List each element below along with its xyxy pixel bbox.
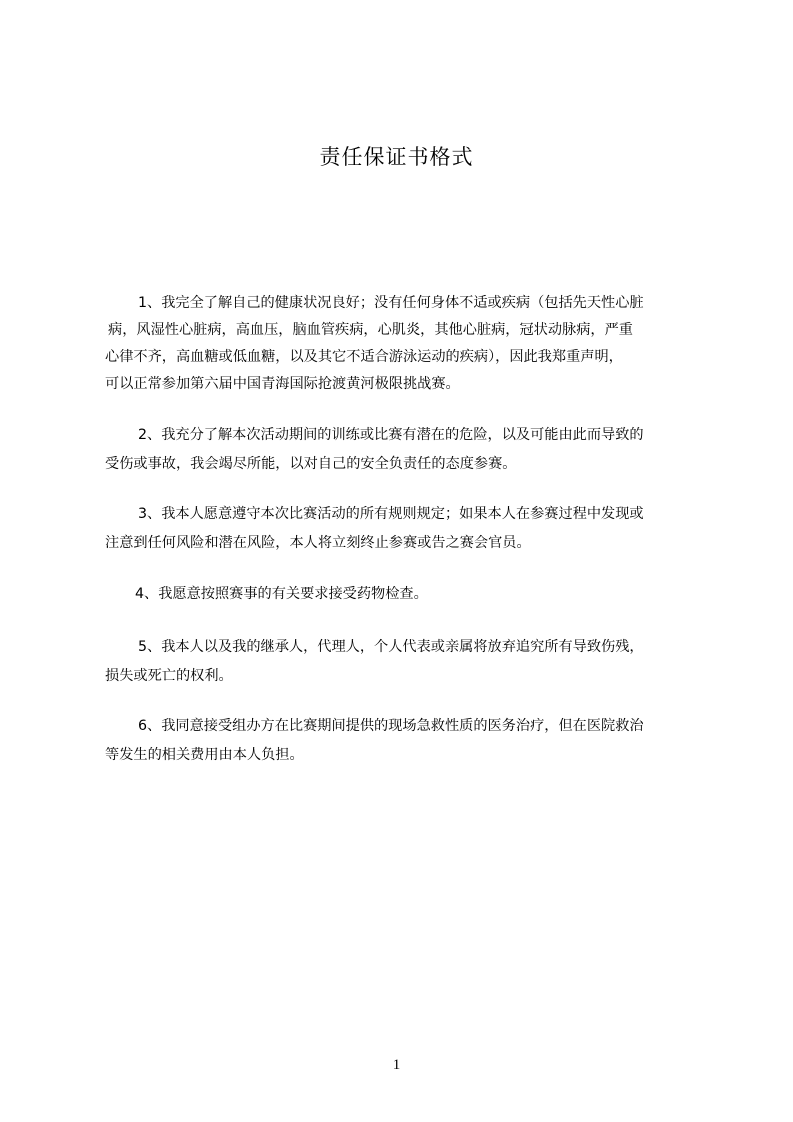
clause-line: 注意到任何风险和潜在风险，本人将立刻终止参赛或告之赛会官员。 <box>105 535 531 551</box>
page-number: 1 <box>392 1057 401 1073</box>
clause-line: 2、我充分了解本次活动期间的训练或比赛有潜在的危险，以及可能由此而导致的 <box>138 427 644 443</box>
document-title: 责任保证书格式 <box>319 145 474 169</box>
clause-line: 受伤或事故，我会竭尽所能，以对自己的安全负责任的态度参赛。 <box>105 456 517 472</box>
clause-line: 损失或死亡的权利。 <box>105 668 233 684</box>
clause-line: 可以正常参加第六届中国青海国际抢渡黄河极限挑战赛。 <box>105 376 460 392</box>
clause-4 <box>135 580 428 609</box>
clause-line: 4、我愿意按照赛事的有关要求接受药物检查。 <box>135 586 428 602</box>
clause-5 <box>105 633 644 691</box>
clause-line: 病，风湿性心脏病，高血压，脑血管疾病，心肌炎，其他心脏病，冠状动脉病，严重 <box>108 322 633 338</box>
clause-line: 1、我完全了解自己的健康状况良好；没有任何身体不适或疾病（包括先天性心脏 <box>138 295 644 311</box>
clause-6 <box>105 712 644 770</box>
clause-line: 6、我同意接受组办方在比赛期间提供的现场急救性质的医务治疗，但在医院救治 <box>138 718 644 734</box>
clause-line: 等发生的相关费用由本人负担。 <box>105 747 304 763</box>
clause-2 <box>105 421 644 479</box>
clause-3 <box>105 500 644 558</box>
clause-1 <box>105 290 644 398</box>
clause-line: 5、我本人以及我的继承人，代理人，个人代表或亲属将放弃追究所有导致伤残， <box>138 639 644 655</box>
clause-line: 心律不齐，高血糖或低血糖，以及其它不适合游泳运动的疾病），因此我郑重声明， <box>105 349 623 365</box>
clause-line: 3、我本人愿意遵守本次比赛活动的所有规则规定；如果本人在参赛过程中发现或 <box>138 506 644 522</box>
